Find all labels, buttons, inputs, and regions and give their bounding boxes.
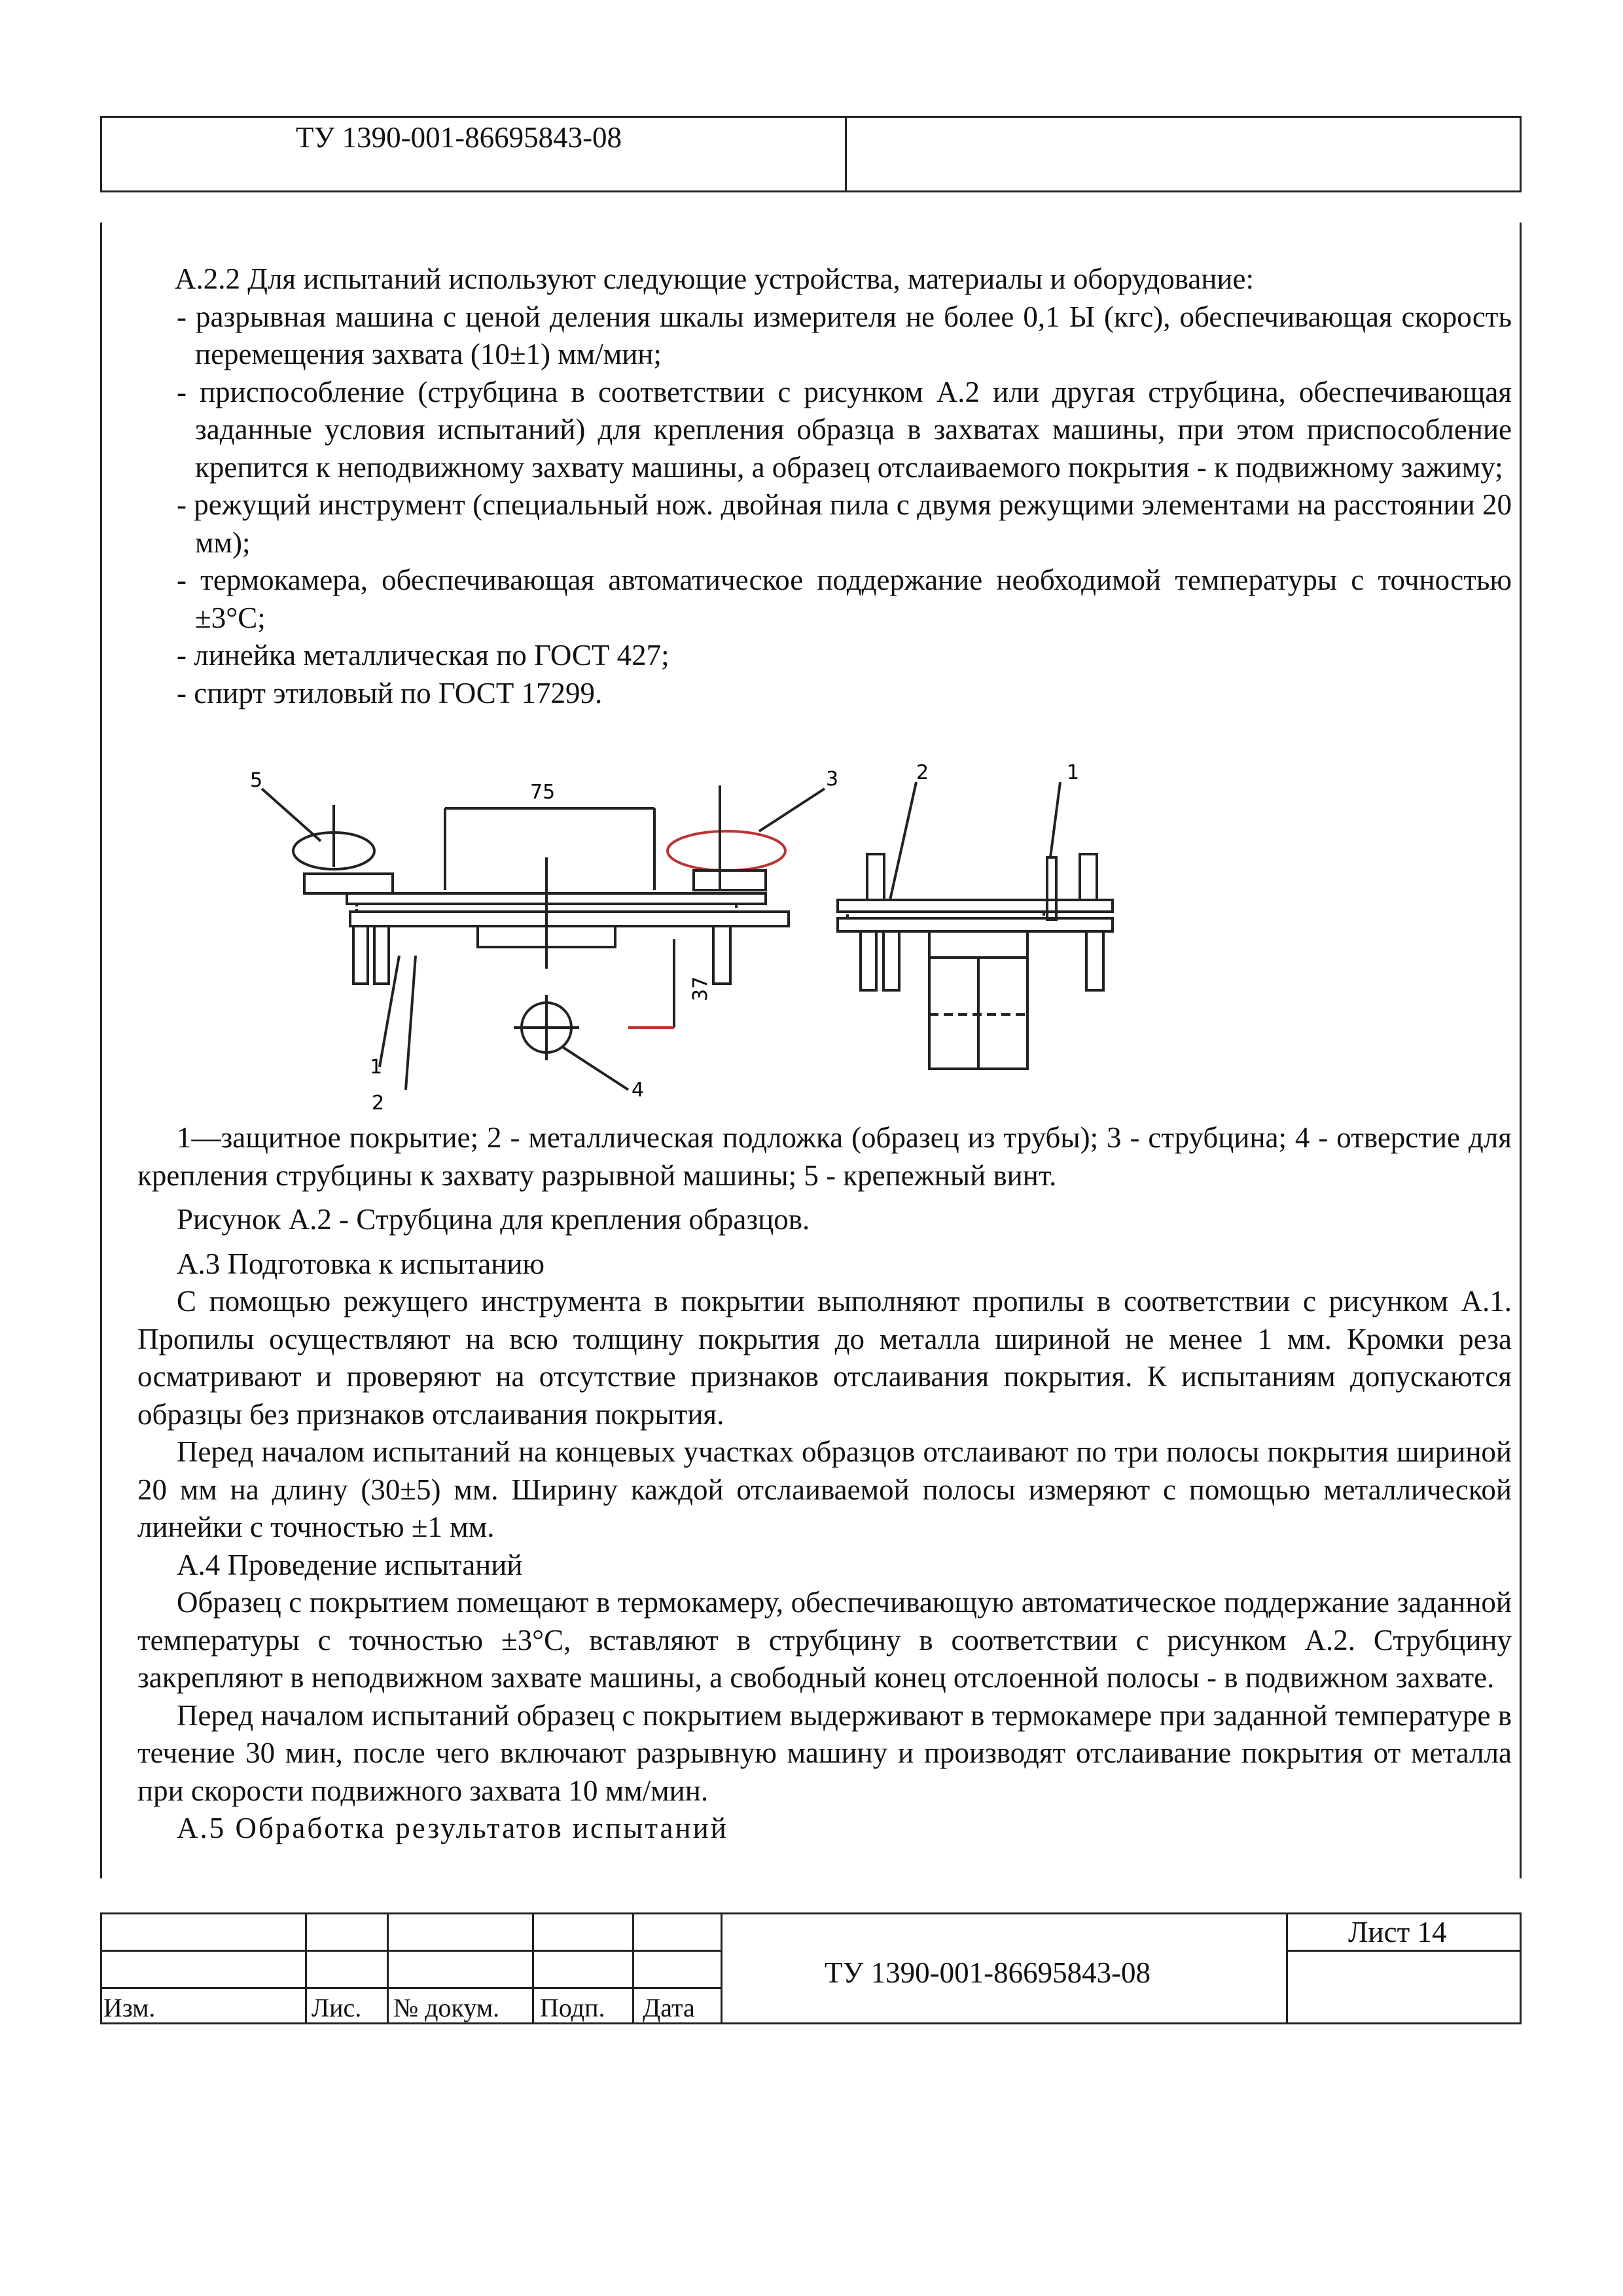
- label-r2: 2: [916, 761, 929, 784]
- rv-angle: [1047, 857, 1056, 920]
- list-item: - разрывная машина с ценой деления шкалы измерителя не более 0,1 Ы (кгс), обеспечивающая скорость перемещения захвата (10±1) мм/мин;: [177, 300, 1512, 370]
- rv-leg-left: [861, 931, 876, 990]
- figure-caption: Рисунок А.2 - Струбцина для крепления образцов.: [177, 1203, 810, 1236]
- section-a4-p1: Образец с покрытием помещают в термокамеру, обеспечивающую автоматическое поддержание заданной температуры с точностью ±3°С, вставляют в струбцину в соответствии с рисунком А.2. Струбцину закрепляют в неподвижном захвате машины, а свободный конец отслоенной полосы - в подвижном захвате.: [137, 1586, 1512, 1694]
- figure-legend: 1—защитное покрытие; 2 - металлическая подложка (образец из трубы); 3 - струбцина; 4 - отверстие для крепления струбцины к захвату разрывной машины; 5 - крепежный винт.: [137, 1121, 1512, 1192]
- section-a3-p1: С помощью режущего инструмента в покрытии выполняют пропилы в соответствии с рисунком А.1. Пропилы осуществляют на всю толщину покрытия до металла шириной не менее 1 мм. Кромки реза осматривают и проверяют на отсутствие признаков отслаивания покрытия. К испытаниям допускаются образцы без признаков отслаивания покрытия.: [137, 1285, 1512, 1431]
- rv-bracket: [929, 931, 1027, 958]
- rv-post-left: [867, 854, 884, 900]
- label-37: 37: [689, 976, 712, 1001]
- label-4: 4: [632, 1079, 645, 1102]
- label-5: 5: [250, 769, 263, 792]
- footer-row-line-2: [100, 1987, 721, 1989]
- figure-text-block: [137, 1119, 1512, 1848]
- footer-col-line: [387, 1912, 389, 2024]
- list-item: - спирт этиловый по ГОСТ 17299.: [177, 676, 603, 709]
- list-item: - линейка металлическая по ГОСТ 427;: [177, 639, 669, 672]
- section-a3-p2: Перед началом испытаний на концевых участках образцов отслаивают по три полосы покрытия шириной 20 мм на длину (30±5) мм. Ширину каждой отслаиваемой полосы измеряют с помощью металлической линейки с точностью ±1 мм.: [137, 1435, 1512, 1543]
- clamp-figure: [236, 759, 1152, 1126]
- clamp-3-oval: [668, 831, 785, 870]
- footer-col-line: [721, 1912, 722, 2024]
- base-plate: [350, 912, 789, 926]
- label-r1: 1: [1067, 761, 1080, 784]
- pressure-block-left: [304, 874, 393, 893]
- pressure-block-right: [694, 870, 766, 890]
- rv-leg-mid: [883, 931, 899, 990]
- footer-col-line: [305, 1912, 307, 2024]
- label-1: 1: [370, 1056, 383, 1079]
- footer-col-doc: № докум.: [393, 1993, 500, 2022]
- label-3: 3: [826, 768, 839, 791]
- left-leg-1: [353, 926, 368, 984]
- list-item: - приспособление (струбцина в соответствии с рисунком А.2 или другая струбцина, обеспечивающая заданные условия испытаний) для крепления образца в захватах машины, при этом приспособление крепится к неподвижному захвату машины, а образец отслаиваемого покрытия - к подвижному зажиму;: [177, 375, 1512, 484]
- section-a4-heading: А.4 Проведение испытаний: [177, 1548, 523, 1581]
- footer-row-line-1: [100, 1950, 721, 1952]
- header-divider: [845, 116, 847, 192]
- section-a4-p2: Перед началом испытаний образец с покрытием выдерживают в термокамере при заданной температуре в течение 30 мин, после чего включают разрывную машину и производят отслаивание покрытия от металла при скорости подвижного захвата 10 мм/мин.: [137, 1698, 1512, 1807]
- footer-col-izm: Изм.: [103, 1993, 156, 2022]
- rv-post-right: [1080, 854, 1097, 900]
- clamp-plate: [347, 893, 766, 904]
- frame-right: [1520, 223, 1522, 1878]
- left-leg-2: [374, 926, 389, 984]
- footer-sheet-divider: [1286, 1912, 1288, 2024]
- section-a5-heading: А.5 Обработка результатов испытаний: [177, 1812, 728, 1844]
- section-a22-heading: А.2.2 Для испытаний используют следующие устройства, материалы и оборудование:: [175, 262, 1254, 295]
- footer-doc-code: ТУ 1390-001-86695843-08: [825, 1956, 1151, 1989]
- list-item: - режущий инструмент (специальный нож. двойная пила с двумя режущими элементами на расстоянии 20 мм);: [177, 488, 1512, 559]
- right-leg: [713, 926, 730, 984]
- footer-col-date: Дата: [643, 1993, 695, 2022]
- footer-col-line: [632, 1912, 634, 2024]
- header-doc-code: ТУ 1390-001-86695843-08: [296, 121, 622, 154]
- rv-leg-right: [1086, 931, 1103, 990]
- footer-col-line: [532, 1912, 534, 2024]
- footer-col-list: Лис.: [312, 1993, 362, 2022]
- footer-col-sign: Подп.: [540, 1993, 605, 2022]
- section-a3-heading: А.3 Подготовка к испытанию: [177, 1247, 545, 1280]
- section-a22: [137, 260, 1512, 712]
- list-item: - термокамера, обеспечивающая автоматическое поддержание необходимой температуры с точностью ±3°С;: [177, 564, 1512, 634]
- label-75: 75: [530, 781, 556, 804]
- footer-sheet-number: Лист 14: [1348, 1916, 1447, 1948]
- label-2: 2: [372, 1092, 385, 1115]
- frame-left: [100, 223, 102, 1878]
- rv-base: [838, 918, 1113, 931]
- rv-plate: [838, 900, 1113, 912]
